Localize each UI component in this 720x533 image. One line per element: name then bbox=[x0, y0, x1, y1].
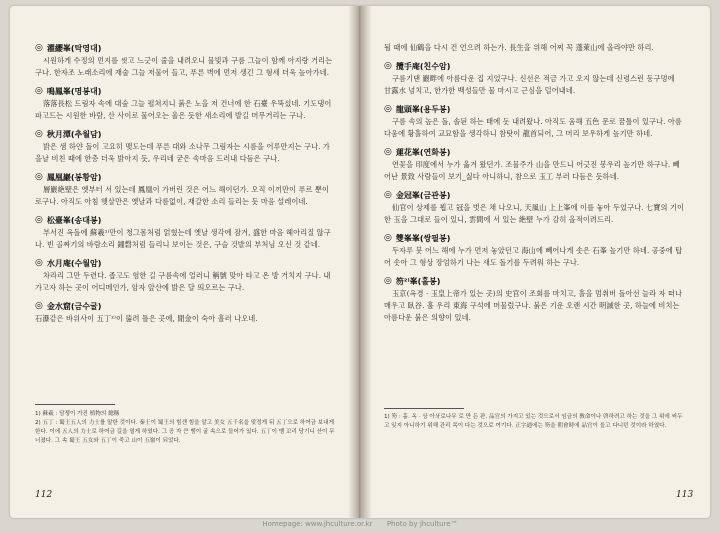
bullet-icon: ◎ bbox=[35, 258, 43, 268]
poem-title bbox=[35, 257, 335, 270]
bullet-icon: ◎ bbox=[35, 301, 43, 311]
poem-title bbox=[384, 60, 684, 73]
bullet-icon: ◎ bbox=[35, 43, 43, 53]
poem-body: 玉京(옥경 · 玉皇上帝가 있는 곳)의 史官이 조회를 마치고, 홀을 멈춰버 돌아선 늘라 자 떠나 매우고 臥谷. 훌 우리 東海 구석에 머물렀구나. 붉은 기운 오랜 시간 明滅한 곳, 하늘에 비치는 아름다운 붉은 의향이 있네. bbox=[384, 289, 683, 322]
poem-title bbox=[384, 189, 684, 202]
bullet-icon: ◎ bbox=[384, 104, 392, 114]
poem-title bbox=[35, 171, 335, 184]
poem-body: 石瀑같은 바위사이 五丁²⁾이 뚫려 틀은 곳에, 閒金이 숙아 흘러 나오네. bbox=[35, 314, 258, 323]
bullet-icon: ◎ bbox=[384, 276, 392, 286]
photo-credit: Photo by jhculture™ bbox=[386, 520, 458, 528]
poem-body: 仙官이 상제를 뵙고 冠을 벗은 채 나오니, 天風山 上上峯에 이를 놓아 두었구나. 七寶의 기이한 玉을 그대로 들이 있니, 雲間에 서 있는 絶壁 누가 감히 올적이려드리. bbox=[384, 203, 685, 224]
poem-body: 구름 속의 높은 돌, 솔된 하는 태에 돗 내려왔나. 아직도 움해 五色 문로 꿈틀이 있구나. 아름다움에 황홀하여 교묘함을 생각하니 참탓이 龍首되어, 그 머리 보우하게 높기만 하네. bbox=[384, 117, 682, 138]
poem-entry bbox=[35, 214, 335, 251]
bullet-icon: ◎ bbox=[35, 215, 43, 225]
poem-title-text: 笏²⁾峯(홀봉) bbox=[395, 277, 441, 286]
poem-title bbox=[384, 232, 684, 245]
poem-title-text: 金冠峯(금관봉) bbox=[395, 191, 451, 200]
poem-body: 두자루 붓 어느 해에 누가 먼저 놓았던고 海山에 빼어나게 솟은 石峯 높기만 하네. 공중에 탑어 솟아 그 형상 장엄하기 나는 새도 돌기를 두려워 하는 구나. bbox=[384, 246, 683, 267]
poem-title-text: 雙峯峯(쌍필봉) bbox=[395, 234, 451, 243]
poem-title-text: 龍頭峯(용두봉) bbox=[395, 105, 451, 114]
bullet-icon: ◎ bbox=[35, 172, 43, 182]
right-page-text bbox=[384, 42, 684, 330]
poem-title bbox=[384, 146, 684, 159]
photo-caption bbox=[0, 520, 720, 528]
page-number-left: 112 bbox=[35, 490, 53, 500]
poem-title bbox=[35, 214, 335, 227]
poem-title-text: 攬手庵(친수암) bbox=[395, 62, 451, 71]
poem-title bbox=[35, 128, 335, 141]
poem-entry bbox=[384, 103, 684, 140]
bullet-icon: ◎ bbox=[35, 129, 43, 139]
poem-entry bbox=[35, 300, 335, 325]
footnote-rule bbox=[384, 408, 464, 409]
poem-body: 層巖絶壁은 옛부터 서 있는데 鳳凰이 가버린 것은 어느 해이던가. 오직 이끼만이 푸르 뿐이로구나. 아직도 아침 햇살만은 옛날과 다름없이, 재갈한 소리 들리는 듯 마음 설레이네. bbox=[35, 185, 330, 206]
footnote: 1) 蘇羲 : 담쟁이 가진 植物의 總稱 bbox=[35, 411, 120, 417]
poem-entry bbox=[384, 275, 684, 324]
poem-entry bbox=[35, 171, 335, 208]
left-page bbox=[10, 6, 360, 518]
poem-body: 구름기댄 巖畔에 아름다운 집 지었구나. 신선은 적금 가고 오지 않는데 신령스런 동구멍에 甘露水 넘치고, 한가한 백성들만 물 마시고 근심을 덜어내네. bbox=[384, 74, 675, 95]
poem-body: 시원하게 수정의 먼지를 씻고 느긋이 줄을 내려오니 물빛과 구름 그늘이 함께 아지랑 거리는 구나. 한자조 노래소리에 재술 그늘 저물어 들고, 푸른 벽에 먼저 생긴 그 형세 더욱 높아가네. bbox=[35, 56, 333, 77]
poem-title-text: 金水窟(금수굴) bbox=[46, 302, 102, 311]
poem-entry bbox=[35, 85, 335, 122]
footnote-rule bbox=[35, 404, 115, 405]
poem-body: 부서진 옥돌에 蘇羲¹⁾만이 청그몸처럼 얽혔는데 옛날 생각에 잠겨, 盛한 마음 헤아리질 않구나. 빈 골짜기의 바람소리 鐘磬처럼 들리니 보이는 것은, 구슬 것발의 부처님 오신 것 같네. bbox=[35, 228, 331, 249]
poem-title-text: 水月庵(수월암) bbox=[46, 259, 102, 268]
poem-title bbox=[35, 300, 335, 313]
open-book bbox=[10, 6, 710, 518]
poem-entry bbox=[35, 257, 335, 294]
poem-title bbox=[35, 85, 335, 98]
poem-entry bbox=[384, 60, 684, 97]
poem-entry bbox=[384, 42, 684, 54]
bullet-icon: ◎ bbox=[384, 190, 392, 200]
poem-title-text: 秋月潭(추월담) bbox=[46, 130, 102, 139]
poem-entry bbox=[35, 128, 335, 165]
homepage-text: Homepage: www.jhculture.or.kr bbox=[262, 520, 373, 528]
poem-title bbox=[384, 103, 684, 116]
bullet-icon: ◎ bbox=[384, 61, 392, 71]
bullet-icon: ◎ bbox=[35, 86, 43, 96]
poem-title-text: 蓮花峯(연화봉) bbox=[395, 148, 451, 157]
book-gutter bbox=[348, 6, 372, 518]
bullet-icon: ◎ bbox=[384, 233, 392, 243]
poem-body: 차라리 그만 두련다. 좁고도 험한 길 구름속에 얼러니 稱號 맞아 타고 온 방 거치지 구나. 내 가고자 하는 곳이 어디메인가, 암자 앞산에 밝은 달 띄오르는 구나. bbox=[35, 271, 331, 292]
poem-entry bbox=[384, 146, 684, 183]
poem-body: 될 때에 仙鶴을 다시 건 언으려 하는가. 長生을 위해 어찌 꼭 蓬萊山에 올라야만 하리. bbox=[384, 43, 654, 52]
footnote: 2) 五丁 : 蜀王五人의 力士를 말한 것이다. 秦王이 蜀王의 힘센 힘을 알고 美女 五千名을 맞정게 뒤 五丁으로 하여금 보내게 한다. 이에 五人의 力士로 하여금 길을 열게 하였다. 그 공 자 큰 뱀이 굴 속으로 들어가 있다. 五丁이 뱀 꼬리 당기니 산이 무너졌다. 그 속 蜀王 五女와 五丁이 죽고 山이 五嶺이 되었다. bbox=[35, 420, 335, 444]
footnote: 1) 笏 : 홀. 옥 · 상 아牙로나무 로 만 든 판. 品官의 가지고 있는 것으로서 임금의 敎命이나 啓하려고 하는 것을 그 위에 써두고 잊지 아니하기 위해 관리 목이 다는 것으로 여기다. 正字通에는 笏을 朝會時에 品官이 들고 다니던 것이라 하였다. bbox=[384, 414, 683, 429]
poem-title-text: 鳴鳳峯(명봉대) bbox=[46, 87, 102, 96]
left-footnotes bbox=[35, 410, 335, 446]
left-page-text bbox=[35, 42, 335, 331]
poem-body: 落落長松 드림자 속에 대숲 그늘 펼쳐지니 붉은 노을 저 건너에 한 石臺 우뚝섰네. 기도댕이 파고드는 시원한 바람, 산 사이로 물어오는 울은 듯한 새소리에 발길 머무거리는 구나. bbox=[35, 99, 332, 120]
bullet-icon: ◎ bbox=[384, 147, 392, 157]
page-number-right: 113 bbox=[676, 490, 694, 500]
poem-body: 밝은 샘 하얀 돌이 고요히 맺도는데 푸른 대와 소나무 그림자는 시름을 어루만지는 구나. 가을날 비친 때에 한층 더욱 밝아지 듯, 우리네 굳은 속마음 드러내 다듬은 구나. bbox=[35, 142, 330, 163]
poem-title-text: 鳳凰巖(봉황암) bbox=[46, 173, 102, 182]
poem-title-text: 松臺峯(송대봉) bbox=[46, 216, 102, 225]
right-page bbox=[360, 6, 710, 518]
poem-body: 연꽃을 印度에서 누가 옮겨 왔던가. 조물주가 山을 만드니 어긋진 봉우리 높기만 하구나. 빼어난 景致 사람들이 보기_싫다 아니하니, 참으로 玉工 부러 다듬은 듯하네. bbox=[384, 160, 680, 181]
poem-title-text: 濯纓峯(탁영대) bbox=[46, 44, 102, 53]
poem-entry bbox=[35, 42, 335, 79]
poem-title bbox=[384, 275, 684, 288]
poem-title bbox=[35, 42, 335, 55]
poem-entry bbox=[384, 232, 684, 269]
poem-entry bbox=[384, 189, 684, 226]
right-footnotes bbox=[384, 413, 684, 431]
